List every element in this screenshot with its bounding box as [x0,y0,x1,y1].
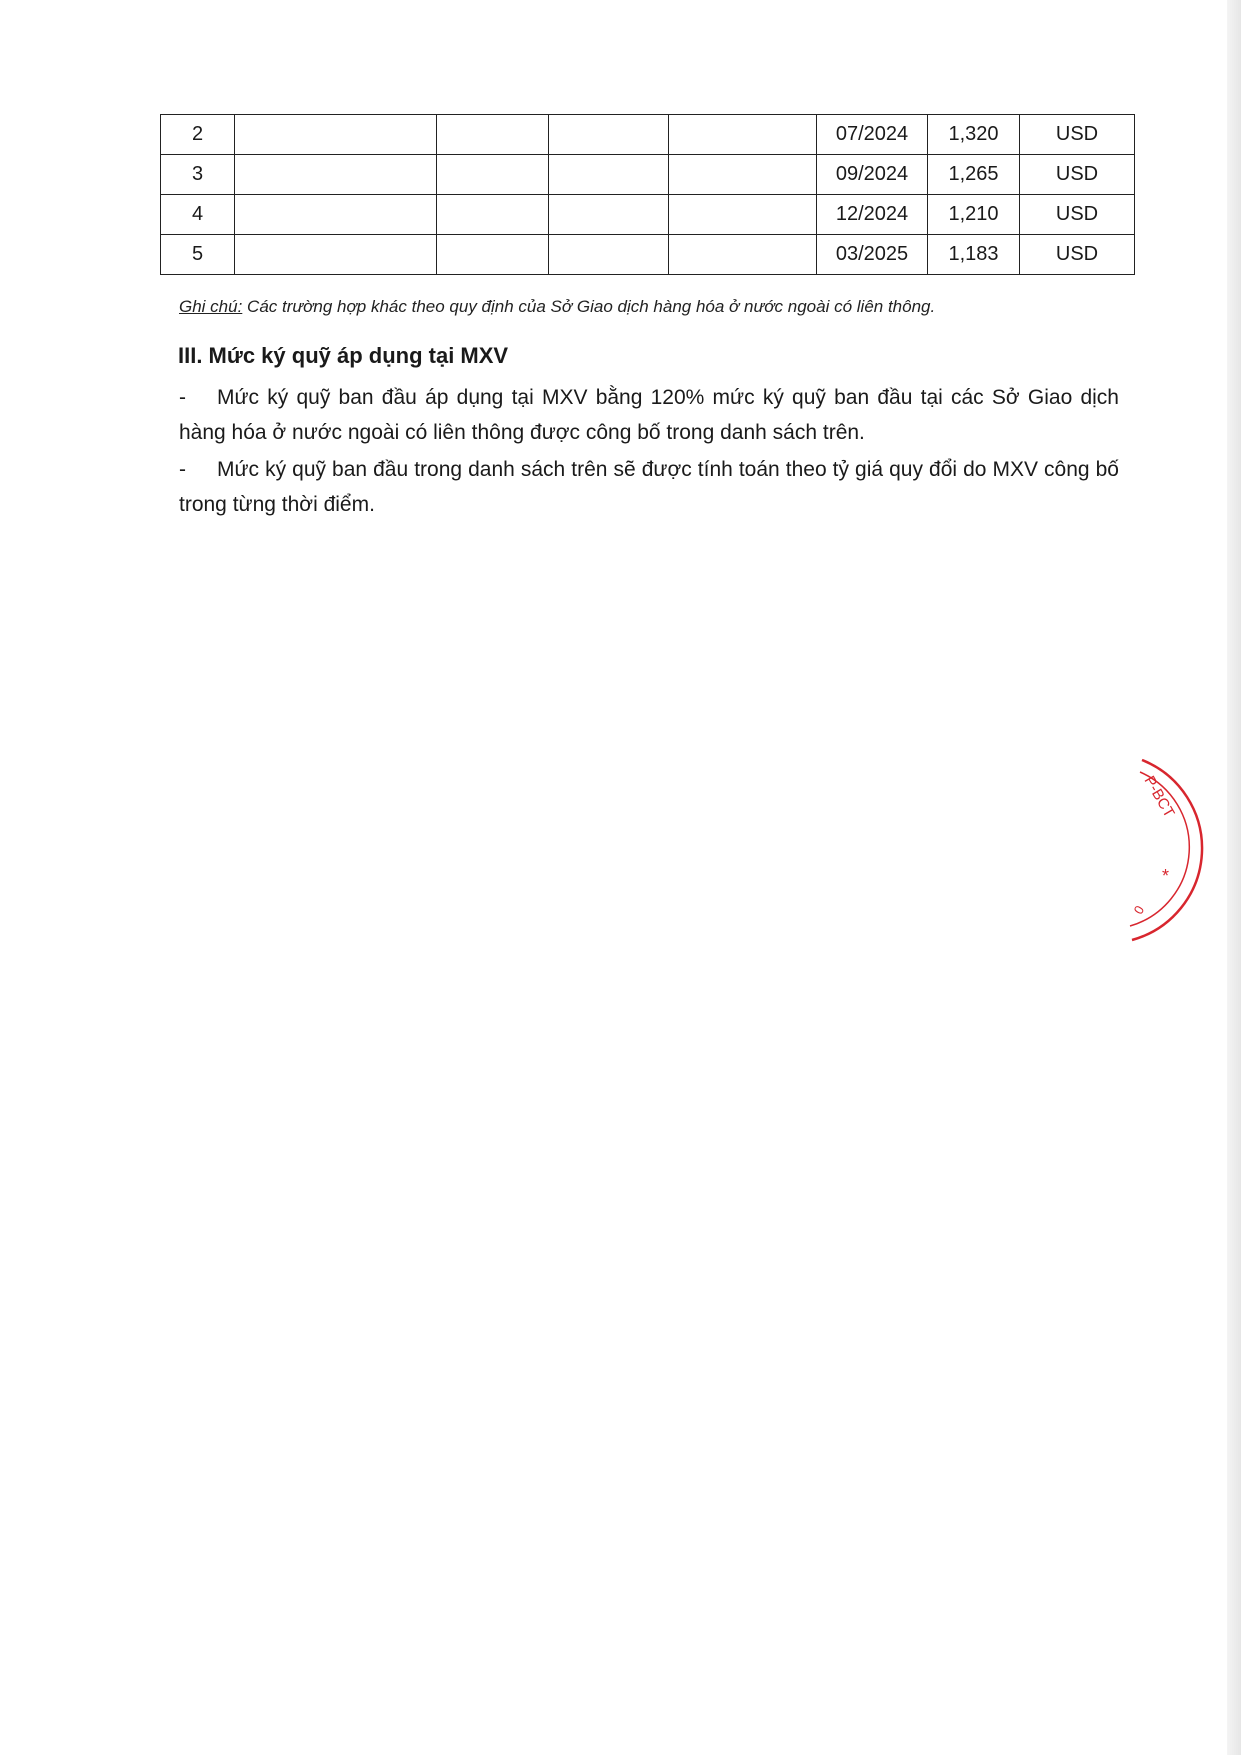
row-number: 5 [161,235,235,275]
bullet-text: Mức ký quỹ ban đầu áp dụng tại MXV bằng 120% mức ký quỹ ban đầu tại các Sở Giao dịch hàng hóa ở nước ngoài có liên thông được công bố trong danh sách trên. [179,386,1119,444]
table-row [161,115,1135,155]
red-seal-stamp [1120,750,1240,950]
table-note [179,297,935,317]
row-number: 3 [161,155,235,195]
bullet-paragraph-2 [179,452,1119,522]
table-row [161,195,1135,235]
svg-text:*: * [1162,866,1170,886]
margin-table [160,114,1135,275]
svg-text:0: 0 [1130,902,1148,917]
bullet-dash: - [179,458,186,481]
row-number: 4 [161,195,235,235]
currency: USD [1020,235,1135,275]
bullet-text: Mức ký quỹ ban đầu trong danh sách trên sẽ được tính toán theo tỷ giá quy đổi do MXV công bố trong từng thời điểm. [179,458,1119,516]
bullet-paragraph-1 [179,380,1119,450]
note-text: Các trường hợp khác theo quy định của Sở Giao dịch hàng hóa ở nước ngoài có liên thông. [242,297,936,316]
contract-month: 03/2025 [817,235,928,275]
table-row [161,155,1135,195]
svg-text:P-BCT: P-BCT [1140,773,1178,821]
margin-value: 1,210 [928,195,1020,235]
section-heading: III. Mức ký quỹ áp dụng tại MXV [178,343,509,368]
contract-month: 12/2024 [817,195,928,235]
currency: USD [1020,195,1135,235]
margin-value: 1,183 [928,235,1020,275]
row-number: 2 [161,115,235,155]
table-row [161,235,1135,275]
note-label: Ghi chú: [179,297,243,316]
margin-value: 1,265 [928,155,1020,195]
currency: USD [1020,115,1135,155]
margin-value: 1,320 [928,115,1020,155]
contract-month: 07/2024 [817,115,928,155]
bullet-dash: - [179,386,186,409]
contract-month: 09/2024 [817,155,928,195]
currency: USD [1020,155,1135,195]
